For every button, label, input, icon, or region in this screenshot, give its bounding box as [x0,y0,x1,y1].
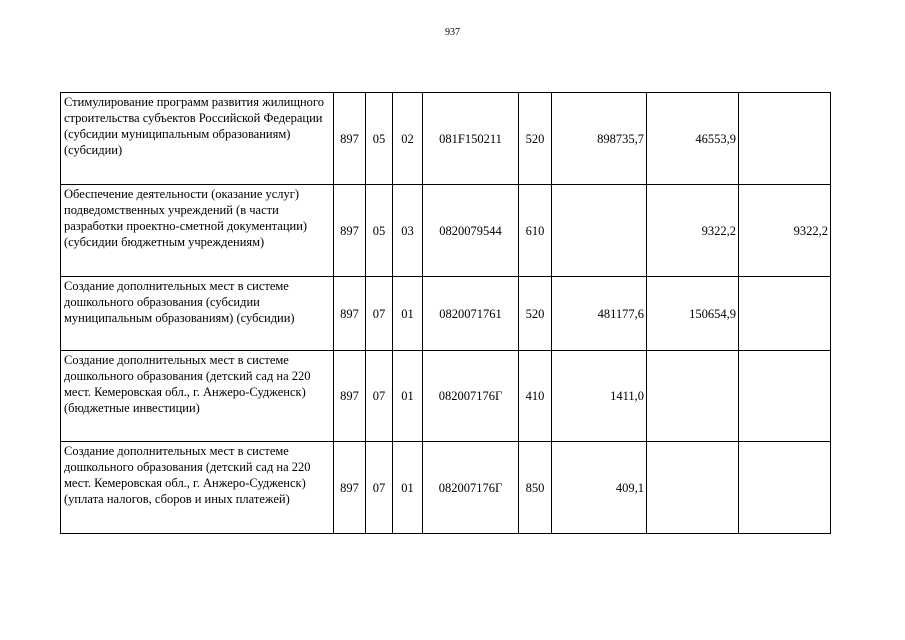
row-description: Обеспечение деятельности (оказание услуг) подведомственных учреждений (в части разработки проектно-сметной документации) (субсидии бюджетным учреждениям) [61,185,334,277]
table-row [61,351,831,442]
ministry-code: 897 [334,351,366,442]
target-article-code: 082007176Г [423,351,519,442]
row-description: Стимулирование программ развития жилищного строительства субъектов Российской Федерации (субсидии муниципальным образованиям) (субсидии) [61,93,334,185]
expense-type-code: 850 [519,442,552,534]
subsection-code: 03 [393,185,423,277]
expense-type-code: 410 [519,351,552,442]
subsection-code: 01 [393,351,423,442]
section-code: 07 [366,351,393,442]
amount-2: 9322,2 [647,185,739,277]
amount-2 [647,351,739,442]
amount-1: 1411,0 [552,351,647,442]
table-row [61,185,831,277]
target-article-code: 0820079544 [423,185,519,277]
section-code: 05 [366,93,393,185]
amount-3 [739,93,831,185]
section-code: 07 [366,442,393,534]
table-row [61,93,831,185]
expense-type-code: 610 [519,185,552,277]
amount-3 [739,442,831,534]
row-description: Создание дополнительных мест в системе дошкольного образования (детский сад на 220 мест. Кемеровская обл., г. Анжеро-Судженск) (бюджетные инвестиции) [61,351,334,442]
subsection-code: 01 [393,442,423,534]
amount-1: 409,1 [552,442,647,534]
target-article-code: 082007176Г [423,442,519,534]
amount-1: 481177,6 [552,277,647,351]
amount-2: 46553,9 [647,93,739,185]
ministry-code: 897 [334,277,366,351]
budget-table [60,92,831,534]
expense-type-code: 520 [519,277,552,351]
amount-3 [739,351,831,442]
row-description: Создание дополнительных мест в системе дошкольного образования (субсидии муниципальным образованиям) (субсидии) [61,277,334,351]
amount-1 [552,185,647,277]
section-code: 05 [366,185,393,277]
amount-3: 9322,2 [739,185,831,277]
page-number: 937 [445,27,460,38]
subsection-code: 01 [393,277,423,351]
subsection-code: 02 [393,93,423,185]
amount-1: 898735,7 [552,93,647,185]
ministry-code: 897 [334,185,366,277]
ministry-code: 897 [334,93,366,185]
table-row [61,442,831,534]
section-code: 07 [366,277,393,351]
amount-2 [647,442,739,534]
expense-type-code: 520 [519,93,552,185]
target-article-code: 0820071761 [423,277,519,351]
ministry-code: 897 [334,442,366,534]
target-article-code: 081F150211 [423,93,519,185]
amount-2: 150654,9 [647,277,739,351]
row-description: Создание дополнительных мест в системе дошкольного образования (детский сад на 220 мест. Кемеровская обл., г. Анжеро-Судженск) (уплата налогов, сборов и иных платежей) [61,442,334,534]
table-row [61,277,831,351]
amount-3 [739,277,831,351]
